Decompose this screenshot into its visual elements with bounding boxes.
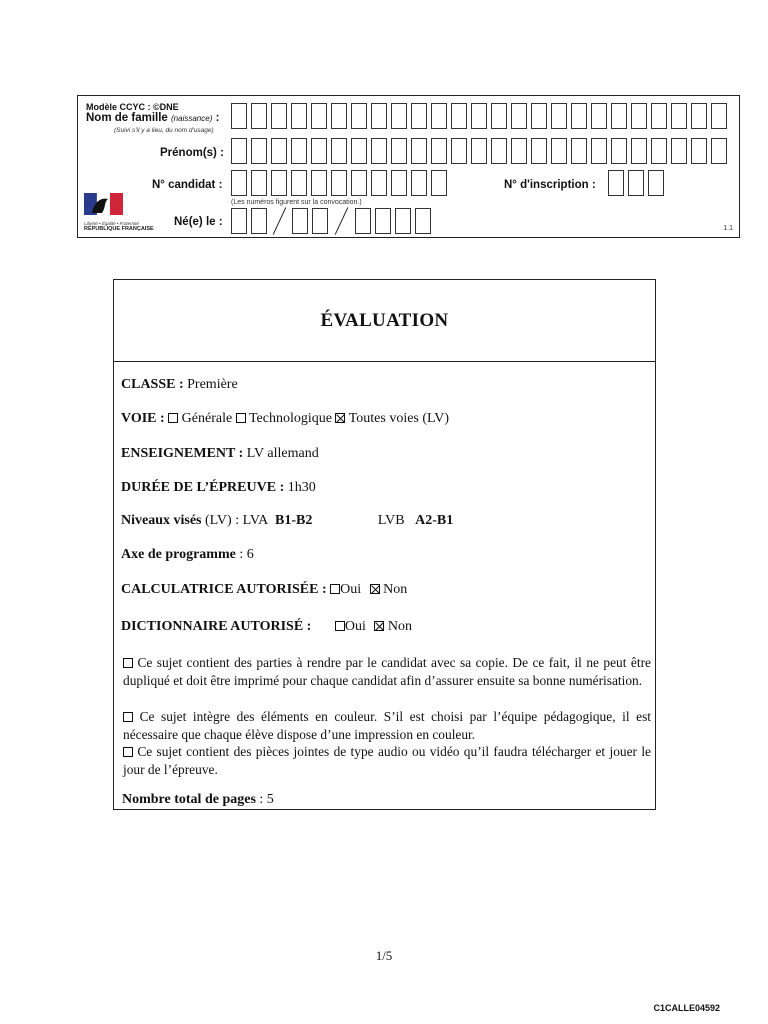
surname-hint: (Suivi s'il y a lieu, du nom d'usage) <box>114 127 214 134</box>
char-box[interactable] <box>571 103 587 129</box>
char-box[interactable] <box>551 103 567 129</box>
note-couleur-text: Ce sujet intègre des éléments en couleur. S’il est choisi par l’équipe pédagogique, il est nécessaire que chaque élève dispose d’une impression en couleur. <box>123 709 651 743</box>
char-box[interactable] <box>291 170 307 196</box>
char-box[interactable] <box>371 138 387 164</box>
char-box[interactable] <box>531 138 547 164</box>
char-box[interactable] <box>511 138 527 164</box>
char-box[interactable] <box>591 138 607 164</box>
char-box[interactable] <box>311 103 327 129</box>
dictionnaire-row <box>121 619 412 635</box>
republic-logo <box>84 193 156 233</box>
char-box[interactable] <box>611 138 627 164</box>
char-box[interactable] <box>571 138 587 164</box>
char-box[interactable] <box>311 170 327 196</box>
char-box[interactable] <box>231 103 247 129</box>
voie-generale-label: Générale <box>181 411 233 426</box>
note-couleur-checkbox[interactable] <box>123 712 133 722</box>
enseignement-row <box>121 446 319 462</box>
lvb-value: A2-B1 <box>415 513 454 528</box>
calculatrice-oui-label: Oui <box>340 582 362 597</box>
duree-value: 1h30 <box>284 480 316 495</box>
char-box[interactable] <box>471 138 487 164</box>
char-box[interactable] <box>251 170 267 196</box>
char-box[interactable] <box>292 208 308 234</box>
birth-day-boxes[interactable] <box>231 208 271 234</box>
calculatrice-oui-checkbox[interactable] <box>330 584 340 594</box>
axe-value: : 6 <box>235 547 254 562</box>
char-box[interactable] <box>551 138 567 164</box>
birth-month-boxes[interactable] <box>292 208 332 234</box>
voie-toutes-label: Toutes voies (LV) <box>348 411 450 426</box>
char-box[interactable] <box>355 208 371 234</box>
niveaux-label: Niveaux visés <box>121 513 202 528</box>
char-box[interactable] <box>231 170 247 196</box>
inscription-boxes[interactable] <box>608 170 668 196</box>
firstname-label: Prénom(s) : <box>160 147 224 159</box>
char-box[interactable] <box>291 138 307 164</box>
pages-label: Nombre total de pages <box>122 792 256 807</box>
char-box[interactable] <box>415 208 431 234</box>
char-box[interactable] <box>391 170 407 196</box>
char-box[interactable] <box>411 170 427 196</box>
char-box[interactable] <box>411 103 427 129</box>
char-box[interactable] <box>391 103 407 129</box>
char-box[interactable] <box>671 138 687 164</box>
republic-motto: Liberté • Égalité • Fraternité <box>84 221 139 226</box>
char-box[interactable] <box>651 103 667 129</box>
birth-label: Né(e) le : <box>174 216 223 228</box>
char-box[interactable] <box>451 138 467 164</box>
char-box[interactable] <box>251 138 267 164</box>
char-box[interactable] <box>351 138 367 164</box>
dictionnaire-label: DICTIONNAIRE AUTORISÉ : <box>121 619 312 634</box>
document-code: C1CALLE04592 <box>653 1003 720 1013</box>
date-separator <box>335 207 349 235</box>
note-dupliquer-checkbox[interactable] <box>123 658 133 668</box>
char-box[interactable] <box>591 103 607 129</box>
char-box[interactable] <box>351 170 367 196</box>
lva-value: B1-B2 <box>275 513 313 528</box>
char-box[interactable] <box>371 103 387 129</box>
char-box[interactable] <box>611 103 627 129</box>
char-box[interactable] <box>651 138 667 164</box>
niveaux-mid: (LV) : LVA <box>201 513 272 528</box>
char-box[interactable] <box>331 103 347 129</box>
char-box[interactable] <box>431 103 447 129</box>
classe-row <box>121 377 238 393</box>
pages-row <box>122 792 274 808</box>
inscription-label: N° d'inscription : <box>504 179 596 191</box>
republic-name: RÉPUBLIQUE FRANÇAISE <box>84 226 154 232</box>
calculatrice-label: CALCULATRICE AUTORISÉE : <box>121 582 327 597</box>
dictionnaire-non-checkbox[interactable] <box>374 621 384 631</box>
note-audio-video-text: Ce sujet contient des pièces jointes de type audio ou vidéo qu’il faudra télécharger et jouer le jour de l’épreuve. <box>123 744 651 778</box>
voie-technologique-checkbox[interactable] <box>236 413 246 423</box>
enseignement-value: LV allemand <box>243 446 319 461</box>
page-number: 1/5 <box>375 948 393 963</box>
birth-year-boxes[interactable] <box>355 208 435 234</box>
model-label: Modèle CCYC : ©DNE <box>86 102 179 112</box>
form-version: 1.1 <box>723 225 733 232</box>
char-box[interactable] <box>291 103 307 129</box>
char-box[interactable] <box>711 138 727 164</box>
calculatrice-row <box>121 582 407 598</box>
char-box[interactable] <box>312 208 328 234</box>
char-box[interactable] <box>251 103 267 129</box>
char-box[interactable] <box>691 103 707 129</box>
duree-row <box>121 480 316 496</box>
char-box[interactable] <box>431 170 447 196</box>
firstname-boxes[interactable] <box>231 138 731 164</box>
char-box[interactable] <box>471 103 487 129</box>
candidate-hint: (Les numéros figurent sur la convocation.) <box>231 199 362 206</box>
niveaux-row <box>121 513 453 529</box>
note-couleur <box>123 708 651 745</box>
surname-colon: : <box>212 112 220 124</box>
note-dupliquer-text: Ce sujet contient des parties à rendre par le candidat avec sa copie. De ce fait, il ne peut être dupliqué et doit être imprimé pour chaque candidat afin d’assurer ensuite sa bonne numérisation. <box>123 655 651 689</box>
axe-label: Axe de programme <box>121 547 236 562</box>
char-box[interactable] <box>231 208 247 234</box>
voie-row <box>121 411 449 427</box>
char-box[interactable] <box>251 208 267 234</box>
voie-toutes-checkbox[interactable] <box>335 413 345 423</box>
char-box[interactable] <box>351 103 367 129</box>
char-box[interactable] <box>311 138 327 164</box>
classe-label: CLASSE : <box>121 377 184 392</box>
date-separator <box>273 207 287 235</box>
char-box[interactable] <box>271 138 287 164</box>
char-box[interactable] <box>671 103 687 129</box>
char-box[interactable] <box>271 170 287 196</box>
axe-row <box>121 547 254 563</box>
pages-value: : 5 <box>255 792 274 807</box>
char-box[interactable] <box>395 208 411 234</box>
surname-label-text: Nom de famille <box>86 112 168 124</box>
calculatrice-non-checkbox[interactable] <box>370 584 380 594</box>
char-box[interactable] <box>451 103 467 129</box>
dictionnaire-oui-label: Oui <box>344 619 366 634</box>
duree-label: DURÉE DE L’ÉPREUVE : <box>121 480 285 495</box>
char-box[interactable] <box>271 103 287 129</box>
surname-boxes[interactable] <box>231 103 731 129</box>
voie-label: VOIE : <box>121 411 165 426</box>
voie-generale-checkbox[interactable] <box>168 413 178 423</box>
char-box[interactable] <box>331 138 347 164</box>
char-box[interactable] <box>411 138 427 164</box>
char-box[interactable] <box>631 138 647 164</box>
candidate-header-form <box>77 95 740 238</box>
char-box[interactable] <box>608 170 624 196</box>
note-audio-video <box>123 743 651 780</box>
marianne-icon <box>84 193 124 215</box>
evaluation-title-row <box>114 280 655 362</box>
char-box[interactable] <box>628 170 644 196</box>
char-box[interactable] <box>375 208 391 234</box>
dictionnaire-non-label: Non <box>387 619 412 634</box>
char-box[interactable] <box>371 170 387 196</box>
char-box[interactable] <box>648 170 664 196</box>
surname-note: (naissance) <box>171 114 213 123</box>
evaluation-title: ÉVALUATION <box>320 309 449 331</box>
calculatrice-non-label: Non <box>383 582 408 597</box>
char-box[interactable] <box>491 138 507 164</box>
candidate-label: N° candidat : <box>152 179 223 191</box>
evaluation-box <box>113 279 656 810</box>
lvb-label: LVB <box>377 513 405 528</box>
surname-label <box>86 112 219 124</box>
char-box[interactable] <box>511 103 527 129</box>
voie-technologique-label: Technologique <box>248 411 332 426</box>
enseignement-label: ENSEIGNEMENT : <box>121 446 244 461</box>
char-box[interactable] <box>391 138 407 164</box>
dictionnaire-oui-checkbox[interactable] <box>335 621 345 631</box>
candidate-boxes[interactable] <box>231 170 451 196</box>
char-box[interactable] <box>331 170 347 196</box>
char-box[interactable] <box>631 103 647 129</box>
char-box[interactable] <box>431 138 447 164</box>
char-box[interactable] <box>531 103 547 129</box>
note-audio-video-checkbox[interactable] <box>123 747 133 757</box>
char-box[interactable] <box>231 138 247 164</box>
char-box[interactable] <box>491 103 507 129</box>
char-box[interactable] <box>691 138 707 164</box>
char-box[interactable] <box>711 103 727 129</box>
classe-value: Première <box>183 377 238 392</box>
note-dupliquer <box>123 654 651 691</box>
